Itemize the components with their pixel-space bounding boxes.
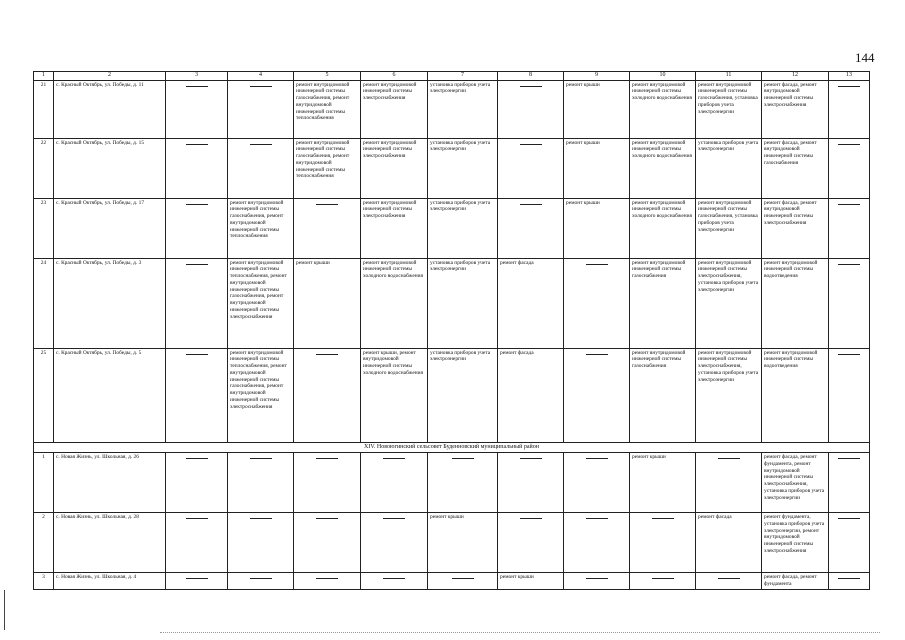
address-cell: с. Красный Октябрь, ул. Победы, д. 3 [54,258,166,348]
dash-mark [316,458,338,459]
column-number: 4 [228,72,294,81]
work-cell [294,198,361,258]
work-cell: установка приборов учета электроэнергии [428,80,498,138]
column-number: 13 [829,72,870,81]
work-cell: ремонт внутридомовой инженерной системы газоснабжения, ремонт внутридомовой инженерной системы теплоснабжения [294,80,361,138]
work-cell [228,573,294,590]
work-cell [498,198,564,258]
work-cell: ремонт внутридомовой инженерной системы теплоснабжения, ремонт внутридомовой инженерной системы газоснабжения, ремонт внутридомовой инженерной системы электроснабжения [228,348,294,442]
work-cell [498,138,564,198]
dash-mark [186,86,208,87]
dash-mark [838,264,860,265]
address-cell: с. Красный Октябрь, ул. Победы, д. 15 [54,138,166,198]
dash-mark [250,578,272,579]
dash-mark [250,86,272,87]
dash-mark [520,458,542,459]
work-cell [361,573,428,590]
dash-mark [838,518,860,519]
row-number: 2 [34,513,54,573]
work-cell [361,453,428,513]
dash-mark [383,518,405,519]
table-row [34,348,870,442]
table-row [34,80,870,138]
work-cell [498,453,564,513]
dash-mark [186,578,208,579]
dash-mark [838,86,860,87]
dash-mark [718,458,740,459]
dash-mark [838,144,860,145]
dash-mark [586,518,608,519]
column-number: 3 [166,72,228,81]
dash-mark [383,458,405,459]
work-cell: ремонт внутридомовой инженерной системы газоснабжения, ремонт внутридомовой инженерной системы теплоснабжения [294,138,361,198]
dash-mark [383,578,405,579]
row-number: 1 [34,453,54,513]
work-cell: ремонт внутридомовой инженерной системы теплоснабжения, ремонт внутридомовой инженерной системы газоснабжения, ремонт внутридомовой инженерной системы электроснабжения [228,258,294,348]
work-cell [564,513,630,573]
address-cell: с. Красный Октябрь, ул. Победы, д. 11 [54,80,166,138]
work-cell [166,573,228,590]
work-cell [696,573,762,590]
dash-mark [652,518,674,519]
dash-mark [250,518,272,519]
work-cell [166,138,228,198]
work-cell: ремонт крыши [564,198,630,258]
work-cell [294,348,361,442]
work-cell: ремонт крыши [428,513,498,573]
row-number: 21 [34,80,54,138]
table-row [34,453,870,513]
column-number: 8 [498,72,564,81]
dash-mark [586,578,608,579]
dash-mark [838,354,860,355]
row-number: 23 [34,198,54,258]
dash-mark [452,578,474,579]
dash-mark [520,144,542,145]
work-cell [564,453,630,513]
work-cell [498,513,564,573]
work-cell [228,138,294,198]
column-number: 1 [34,72,54,81]
work-cell: ремонт внутридомовой инженерной системы газоснабжения, ремонт внутридомовой инженерной системы теплоснабжения [228,198,294,258]
work-cell [294,513,361,573]
work-cell [428,453,498,513]
work-cell: ремонт крыши [630,453,696,513]
work-cell [166,258,228,348]
work-cell: установка приборов учета электроэнергии [696,138,762,198]
work-cell [829,513,870,573]
work-cell [564,258,630,348]
dash-mark [186,458,208,459]
dash-mark [316,518,338,519]
work-cell [829,453,870,513]
section-title: XIV. Новоюгинский сельсовет Буденновский муниципальный район [34,442,870,453]
dash-mark [250,144,272,145]
column-number: 7 [428,72,498,81]
dash-mark [520,204,542,205]
work-cell [428,573,498,590]
work-cell [166,80,228,138]
work-cell: установка приборов учета электроэнергии [428,138,498,198]
work-cell: ремонт внутридомовой инженерной системы холодного водоснабжения [630,80,696,138]
dash-mark [186,204,208,205]
row-number: 3 [34,573,54,590]
work-cell [829,573,870,590]
work-cell [829,198,870,258]
work-cell: ремонт внутридомовой инженерной системы холодного водоснабжения [630,138,696,198]
dash-mark [586,458,608,459]
address-cell: с. Новая Жизнь, ул. Школьная, д. 4 [54,573,166,590]
dash-mark [586,354,608,355]
margin-line [4,590,5,630]
row-number: 24 [34,258,54,348]
work-cell [166,513,228,573]
work-cell [294,573,361,590]
work-cell: ремонт фасада, ремонт фундамента, ремонт внутридомовой инженерной системы электроснабжения, установка приборов учета электроэнергии [762,453,829,513]
work-cell: установка приборов учета электроэнергии [428,258,498,348]
dash-mark [718,578,740,579]
work-cell: ремонт внутридомовой инженерной системы электроснабжения, установка приборов учета электроэнергии [696,348,762,442]
column-number: 2 [54,72,166,81]
dash-mark [186,518,208,519]
work-cell [228,453,294,513]
dash-mark [186,144,208,145]
work-cell: ремонт внутридомовой инженерной системы газоснабжения, установка приборов учета электроэнергии [696,198,762,258]
address-cell: с. Красный Октябрь, ул. Победы, д. 17 [54,198,166,258]
table-row [34,573,870,590]
work-cell [166,348,228,442]
work-cell: ремонт фасада [696,513,762,573]
work-cell [630,513,696,573]
work-cell: ремонт внутридомовой инженерной системы газоснабжения, установка приборов учета электроэнергии [696,80,762,138]
work-cell: ремонт крыши [564,138,630,198]
dash-mark [250,458,272,459]
work-cell: ремонт крыши [294,258,361,348]
work-cell: ремонт фасада [498,258,564,348]
dash-mark [186,354,208,355]
table-row [34,513,870,573]
work-cell [294,453,361,513]
work-cell [166,198,228,258]
work-cell: ремонт фасада, ремонт внутридомовой инженерной системы газоснабжения [762,138,829,198]
dash-mark [586,264,608,265]
dash-mark [838,458,860,459]
work-cell: ремонт внутридомовой инженерной системы электроснабжения [361,80,428,138]
work-cell: ремонт внутридомовой инженерной системы электроснабжения [361,198,428,258]
work-cell [829,80,870,138]
dash-mark [316,578,338,579]
work-cell: установка приборов учета электроэнергии [428,198,498,258]
column-number: 10 [630,72,696,81]
work-cell: ремонт внутридомовой инженерной системы водоотведения [762,348,829,442]
work-cell: ремонт крыши, ремонт внутридомовой инженерной системы холодного водоснабжения [361,348,428,442]
work-cell: ремонт внутридомовой инженерной системы электроснабжения [361,138,428,198]
column-number: 6 [361,72,428,81]
work-cell: ремонт фасада, ремонт внутридомовой инженерной системы электроснабжения [762,80,829,138]
column-number: 9 [564,72,630,81]
work-cell: ремонт крыши [498,573,564,590]
dash-mark [186,264,208,265]
work-cell [829,138,870,198]
column-number: 12 [762,72,829,81]
work-cell [564,573,630,590]
table-row [34,138,870,198]
dash-mark [520,86,542,87]
scan-artifact-line [160,632,880,634]
row-number: 25 [34,348,54,442]
work-cell: ремонт внутридомовой инженерной системы холодного водоснабжения [630,198,696,258]
work-cell: ремонт фасада, ремонт фундамента [762,573,829,590]
work-cell: ремонт внутридомовой инженерной системы газоснабжения [630,348,696,442]
work-cell [564,348,630,442]
work-cell: ремонт внутридомовой инженерной системы электроснабжения, установка приборов учета электроэнергии [696,258,762,348]
work-cell: ремонт фасада, ремонт внутридомовой инженерной системы электроснабжения [762,198,829,258]
work-cell [166,453,228,513]
dash-mark [316,204,338,205]
dash-mark [838,578,860,579]
column-number: 11 [696,72,762,81]
address-cell: с. Красный Октябрь, ул. Победы, д. 5 [54,348,166,442]
work-cell: ремонт фундамента, установка приборов учета электроэнергии, ремонт внутридомовой инженерной системы электроснабжения [762,513,829,573]
work-cell [361,513,428,573]
work-cell [696,453,762,513]
work-cell [829,258,870,348]
dash-mark [838,204,860,205]
page-number: 144 [855,50,875,65]
column-number: 5 [294,72,361,81]
dash-mark [316,354,338,355]
section-row [34,442,870,453]
work-cell: ремонт фасада [498,348,564,442]
column-number-row [34,72,870,81]
table-row [34,198,870,258]
work-cell: установка приборов учета электроэнергии [428,348,498,442]
repair-schedule-table [33,71,870,590]
work-cell: ремонт внутридомовой инженерной системы газоснабжения [630,258,696,348]
work-cell [498,80,564,138]
table-row [34,258,870,348]
work-cell [829,348,870,442]
work-cell [228,80,294,138]
work-cell [228,513,294,573]
work-cell: ремонт внутридомовой инженерной системы водоотведения [762,258,829,348]
work-cell: ремонт крыши [564,80,630,138]
dash-mark [520,518,542,519]
work-cell [630,573,696,590]
work-cell: ремонт внутридомовой инженерной системы холодного водоснабжения [361,258,428,348]
dash-mark [652,578,674,579]
dash-mark [452,458,474,459]
address-cell: с. Новая Жизнь, ул. Школьная, д. 26 [54,453,166,513]
address-cell: с. Новая Жизнь, ул. Школьная, д. 28 [54,513,166,573]
row-number: 22 [34,138,54,198]
